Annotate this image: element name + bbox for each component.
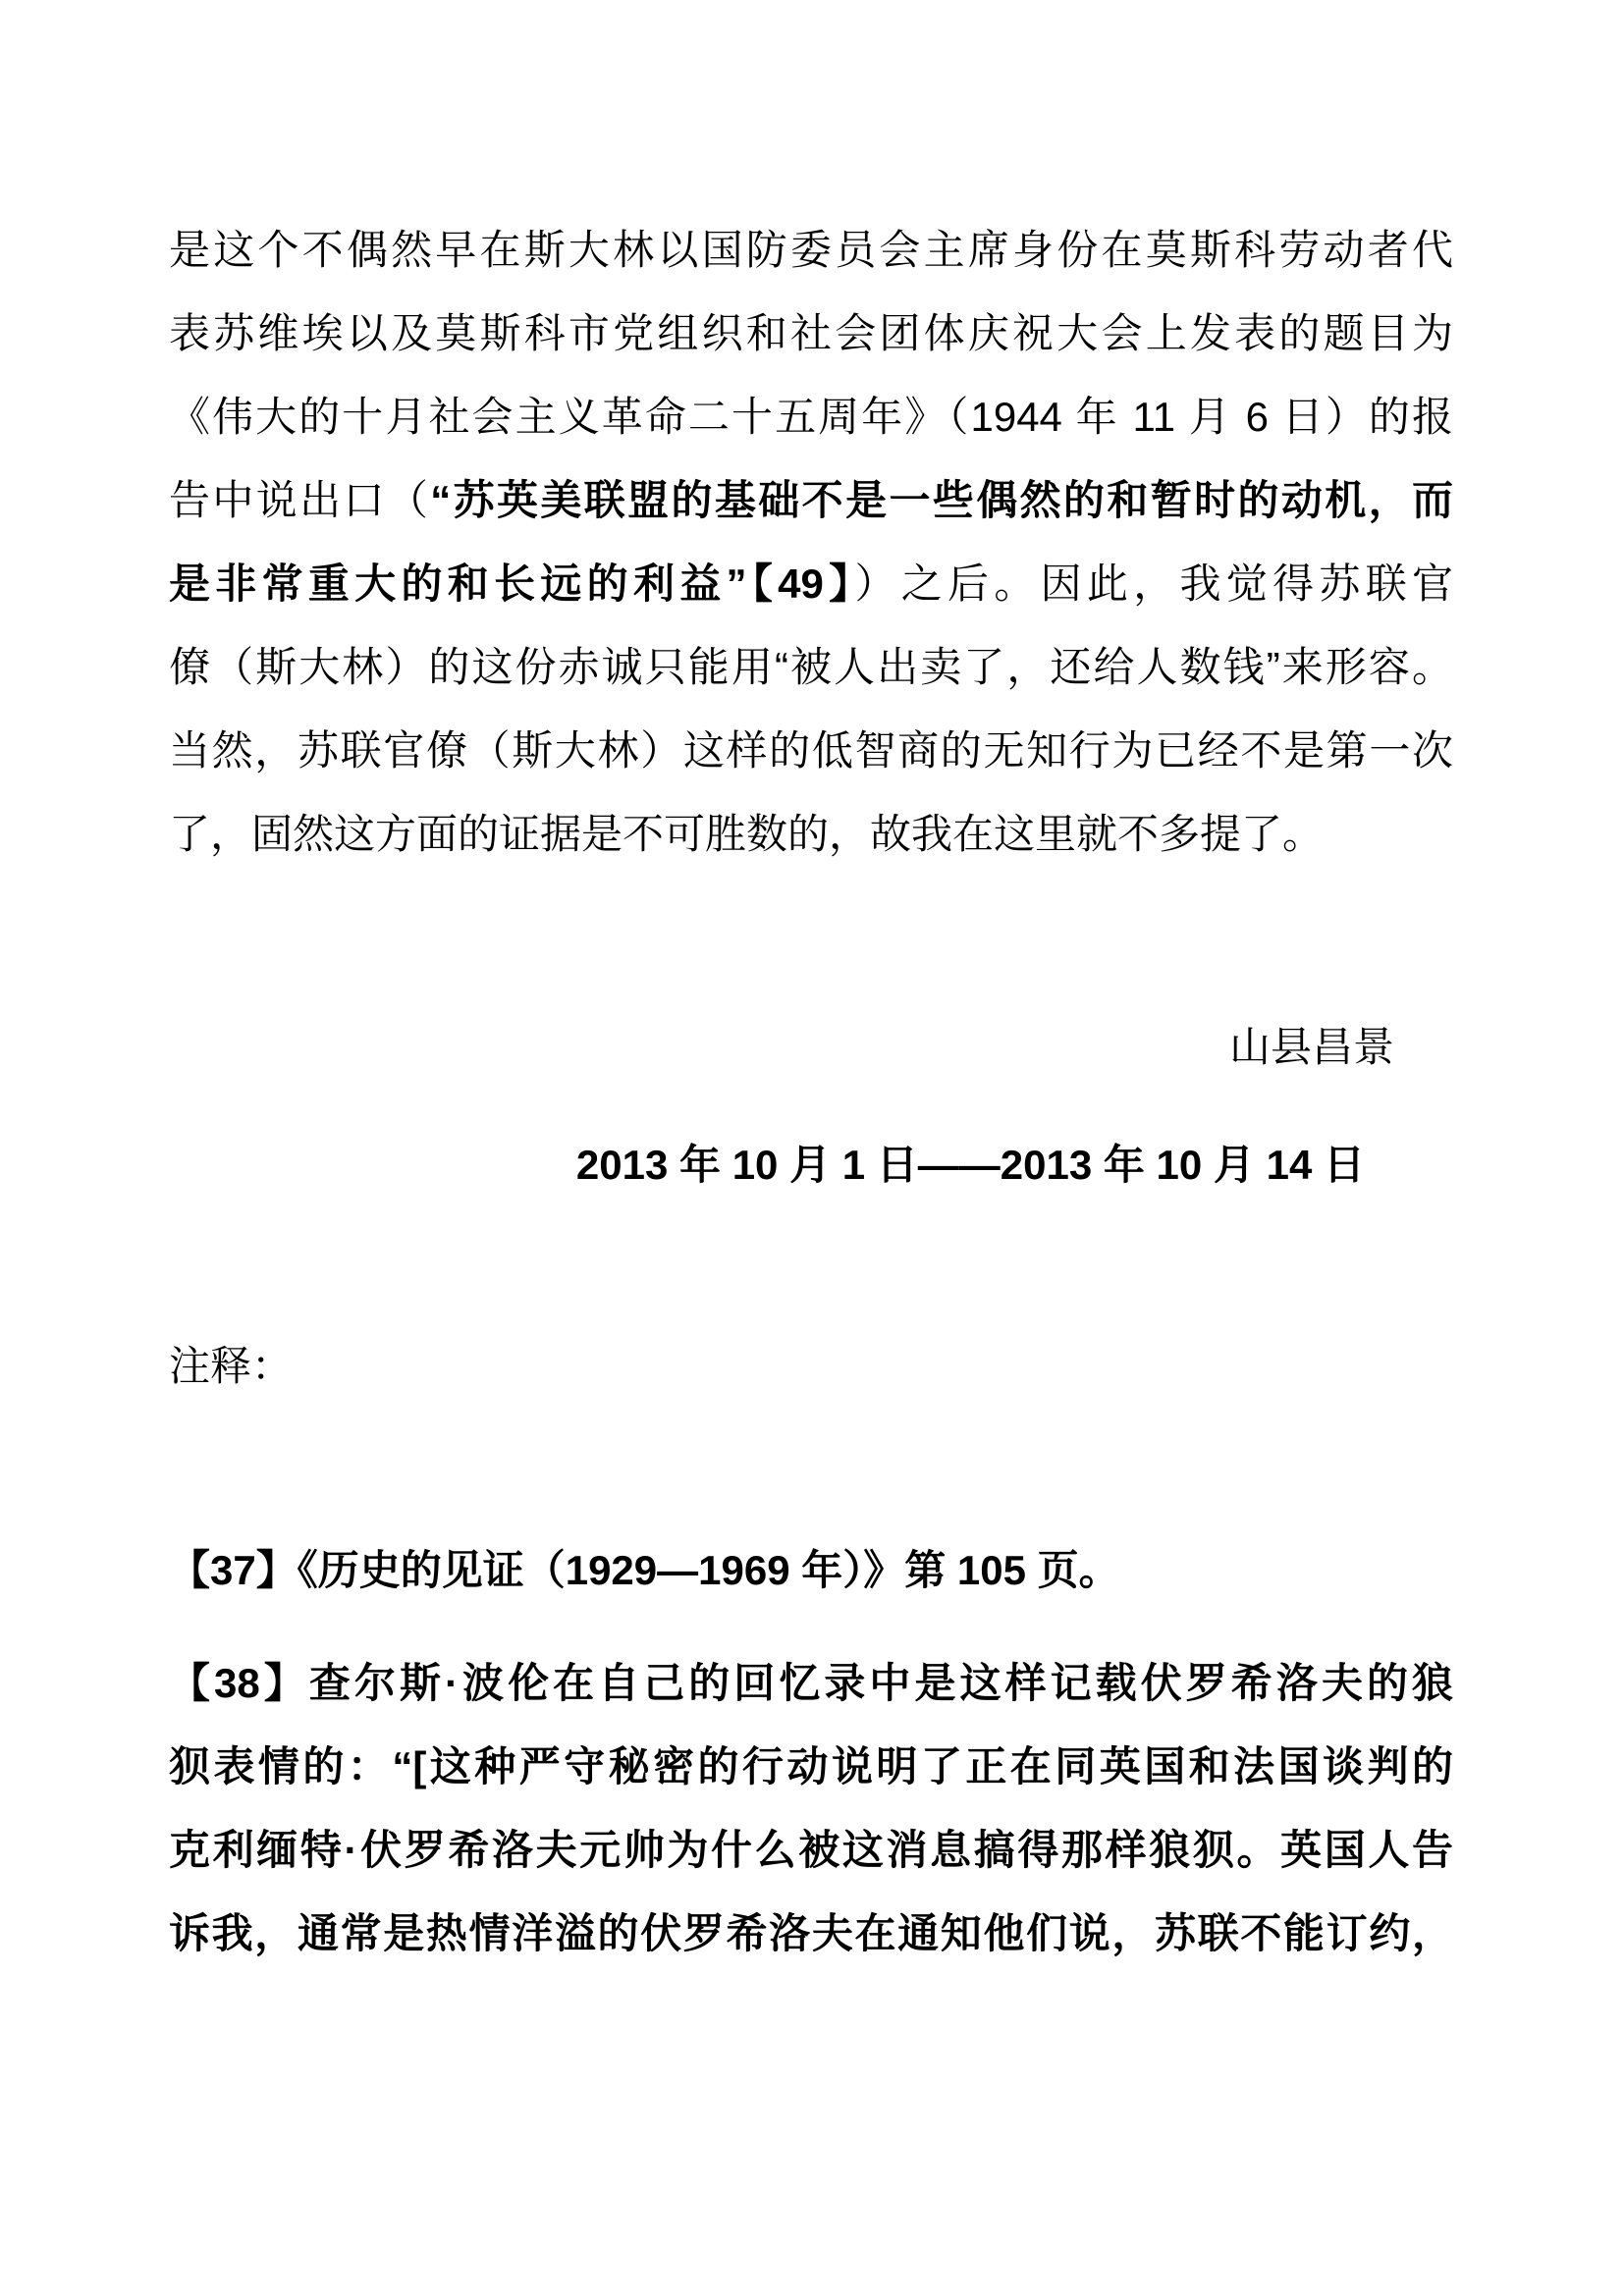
- text-line: [169, 1528, 1453, 1612]
- bold-text-segment: “苏英美联盟的基础不是一些偶然的和暂时的动机，而: [430, 477, 1453, 523]
- text-line: [169, 625, 1453, 709]
- text-line: [169, 458, 1453, 542]
- notes-header: 注释：: [169, 1343, 294, 1389]
- text-line: [169, 542, 1453, 625]
- date-range: 2013 年 10 月 1 日——2013 年 10 月 14 日: [575, 1142, 1365, 1188]
- text-line: [169, 1725, 1453, 1808]
- text-line: [169, 1892, 1453, 1975]
- page-content: [169, 0, 1453, 1975]
- text-line: [169, 1808, 1453, 1892]
- bold-text-segment: 狈表情的：“[这种严守秘密的行动说明了正在同英国和法国谈判的: [169, 1743, 1453, 1789]
- text-line: [169, 792, 1453, 876]
- text-segment: 当然，苏联官僚（斯大林）这样的低智商的无知行为已经不是第一次: [169, 727, 1453, 774]
- text-line: [169, 292, 1453, 375]
- footnote-38: [169, 1641, 1453, 1975]
- bold-text-segment: 【37】《历史的见证（1929—1969 年）》第 105 页。: [169, 1547, 1120, 1593]
- footnote-37: [169, 1528, 1453, 1612]
- bold-text-segment: 是非常重大的和长远的利益”【49】: [169, 561, 855, 607]
- text-line: [169, 709, 1453, 792]
- text-segment: 《伟大的十月社会主义革命二十五周年》（1944 年 11 月 6 日）的报: [169, 394, 1453, 440]
- signature: 山县昌景: [1228, 1024, 1394, 1070]
- text-line: [169, 375, 1453, 458]
- text-segment: ）之后。因此，我觉得苏联官: [854, 561, 1453, 607]
- text-segment: 表苏维埃以及莫斯科市党组织和社会团体庆祝大会上发表的题目为: [169, 310, 1453, 356]
- text-segment: 是这个不偶然早在斯大林以国防委员会主席身份在莫斯科劳动者代: [169, 227, 1453, 273]
- bold-text-segment: 诉我，通常是热情洋溢的伏罗希洛夫在通知他们说，苏联不能订约，: [169, 1910, 1453, 1956]
- bold-text-segment: 【38】查尔斯·波伦在自己的回忆录中是这样记载伏罗希洛夫的狼: [169, 1660, 1453, 1706]
- text-segment: 了，固然这方面的证据是不可胜数的，故我在这里就不多提了。: [169, 811, 1325, 857]
- text-line: [169, 208, 1453, 292]
- body-paragraph: [169, 0, 1453, 876]
- text-segment: 告中说出口（: [169, 477, 431, 523]
- text-segment: 僚（斯大林）的这份赤诚只能用“被人出卖了，还给人数钱”来形容。: [169, 644, 1453, 690]
- text-line: [169, 1641, 1453, 1725]
- bold-text-segment: 克利缅特·伏罗希洛夫元帅为什么被这消息搞得那样狼狈。英国人告: [169, 1827, 1453, 1873]
